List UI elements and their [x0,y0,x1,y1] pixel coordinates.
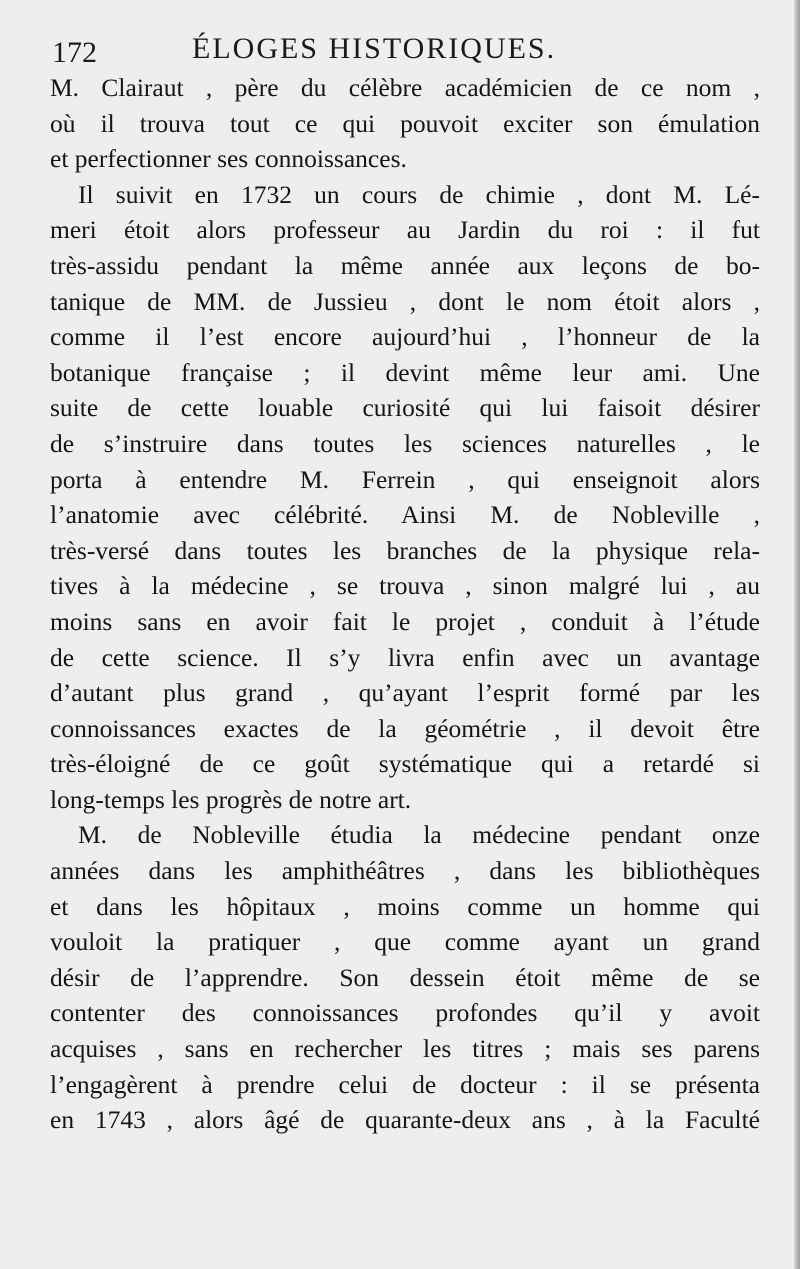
page-header [52,30,752,70]
text-line: meri étoit alors professeur au Jardin du roi : il fut [50,215,760,245]
text-line: années dans les amphithéâtres , dans les bibliothèques [50,856,760,886]
text-line: très-assidu pendant la même année aux leçons de bo- [50,250,760,280]
text-line: porta à entendre M. Ferrein , qui enseignoit alors [50,464,760,494]
text-line: et dans les hôpitaux , moins comme un homme qui [50,891,760,921]
text-line: botanique française ; il devint même leur ami. Une [50,357,760,387]
text-line: connoissances exactes de la géométrie , il devoit être [50,713,760,743]
text-line: en 1743 , alors âgé de quarante-deux ans , à la Faculté [50,1105,760,1135]
text-line: M. de Nobleville étudia la médecine pendant onze [78,820,760,850]
text-line: vouloit la pratiquer , que comme ayant un grand [50,927,760,957]
text-line: très-versé dans toutes les branches de la physique rela- [50,535,760,565]
text-line: tanique de MM. de Jussieu , dont le nom étoit alors , [50,286,760,316]
text-line: très-éloigné de ce goût systématique qui a retardé si [50,749,760,779]
text-line: contenter des connoissances profondes qu’il y avoit [50,998,760,1028]
running-title: ÉLOGES HISTORIQUES. [192,32,557,65]
text-line: M. Clairaut , père du célèbre académicien de ce nom , [50,73,760,102]
text-line: de s’instruire dans toutes les sciences naturelles , le [50,428,760,458]
text-line: Il suivit en 1732 un cours de chimie , dont M. Lé- [78,179,760,209]
text-line: long-temps les progrès de notre art. [50,784,412,814]
text-line: comme il l’est encore aujourd’hui , l’honneur de la [50,322,760,352]
body-text [50,70,760,1138]
text-line: désir de l’apprendre. Son dessein étoit même de se [50,962,760,992]
text-line: l’anatomie avec célébrité. Ainsi M. de Nobleville , [50,500,760,530]
text-line: et perfectionner ses connoissances. [50,144,407,174]
text-line: moins sans en avoir fait le projet , conduit à l’étude [50,606,760,636]
text-line: acquises , sans en rechercher les titres ; mais ses parens [50,1034,760,1064]
text-line: l’engagèrent à prendre celui de docteur : il se présenta [50,1069,760,1099]
text-line: suite de cette louable curiosité qui lui faisoit désirer [50,393,760,423]
text-line: tives à la médecine , se trouva , sinon malgré lui , au [50,571,760,601]
page-edge-shadow [794,0,800,1269]
text-line: d’autant plus grand , qu’ayant l’esprit formé par les [50,678,760,708]
text-line: de cette science. Il s’y livra enfin avec un avantage [50,642,760,672]
page-number: 172 [52,36,97,69]
text-line: où il trouva tout ce qui pouvoit exciter son émulation [50,108,760,138]
